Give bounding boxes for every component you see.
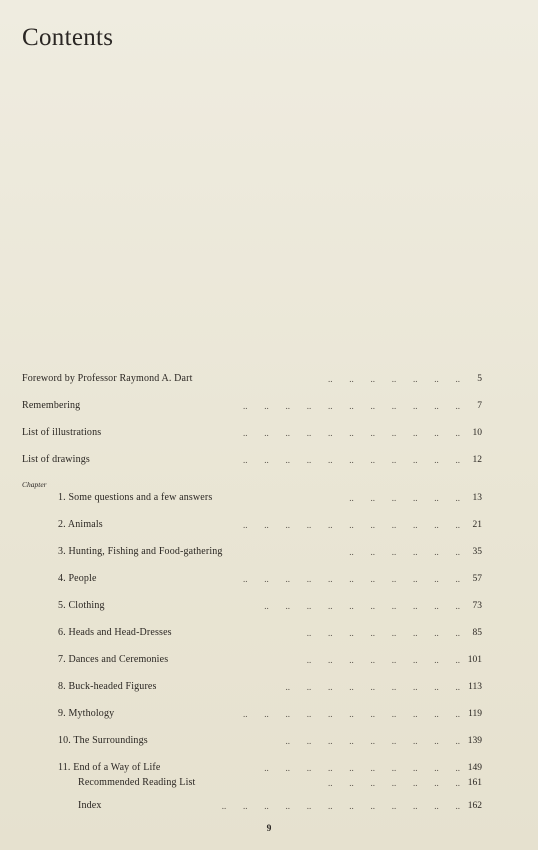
chapter-heading: Chapter [22,480,47,489]
toc-entry-page: 161 [467,778,482,788]
toc-entry-title: 8. Buck-headed Figures [58,681,157,692]
toc-entry [0,776,538,790]
dot-leader: .. .. .. .. .. .. .. .. [306,628,460,638]
toc-entry-title: Index [78,800,102,811]
toc-entry [0,545,538,559]
dot-leader: .. .. .. .. .. .. [349,547,460,557]
toc-entry [0,372,538,386]
toc-entry-page: 101 [467,655,482,665]
toc-entry [0,799,538,813]
toc-entry [0,707,538,721]
toc-entry [0,572,538,586]
dot-leader: .. .. .. .. .. .. .. .. .. .. .. [243,428,460,438]
toc-entry-page: 5 [477,374,482,384]
toc-entry [0,453,538,467]
toc-entry-page: 21 [472,520,482,530]
toc-entry-page: 73 [472,601,482,611]
toc-entry-title: 1. Some questions and a few answers [58,492,213,503]
toc-entry-title: 2. Animals [58,519,103,530]
toc-entry-title: 10. The Surroundings [58,735,148,746]
toc-entry-title: 4. People [58,573,97,584]
dot-leader: .. .. .. .. .. .. .. .. [306,655,460,665]
toc-entry [0,599,538,613]
toc-entry-title: 9. Mythology [58,708,115,719]
toc-entry-page: 113 [468,682,482,692]
toc-entry-title: 7. Dances and Ceremonies [58,654,169,665]
toc-entry-page: 139 [467,736,482,746]
toc-entry-page: 57 [472,574,482,584]
toc-entry [0,491,538,505]
dot-leader: .. .. .. .. .. .. .. .. .. .. .. [243,709,460,719]
toc-entry [0,426,538,440]
toc-entry [0,761,538,775]
toc-entry-title: 5. Clothing [58,600,105,611]
page-number: 9 [266,824,272,834]
dot-leader: .. .. .. .. .. .. .. .. .. .. .. [243,401,460,411]
toc-entry-page: 35 [472,547,482,557]
toc-entry-title: Remembering [22,400,81,411]
toc-entry-page: 85 [472,628,482,638]
toc-entry-title: List of illustrations [22,427,102,438]
dot-leader: .. .. .. .. .. .. .. .. .. .. .. [243,574,460,584]
toc-entry-page: 162 [467,801,482,811]
dot-leader: .. .. .. .. .. .. .. [328,374,460,384]
dot-leader: .. .. .. .. .. .. .. .. .. .. [264,763,460,773]
toc-entry [0,518,538,532]
toc-entry-page: 10 [472,428,482,438]
toc-entry [0,680,538,694]
dot-leader: .. .. .. .. .. .. [349,493,460,503]
toc-entry-title: 3. Hunting, Fishing and Food-gathering [58,546,223,557]
toc-entry [0,626,538,640]
dot-leader: .. .. .. .. .. .. .. .. .. .. [264,601,460,611]
dot-leader: .. .. .. .. .. .. .. .. .. .. .. [243,455,460,465]
toc-entry-title: Recommended Reading List [78,777,196,788]
toc-entry-title: 11. End of a Way of Life [58,762,161,773]
dot-leader: .. .. .. .. .. .. .. [328,778,460,788]
toc-entry [0,734,538,748]
toc-entry-page: 13 [472,493,482,503]
toc-entry [0,399,538,413]
toc-entry-page: 119 [468,709,482,719]
toc-entry-title: Foreword by Professor Raymond A. Dart [22,373,193,384]
dot-leader: .. .. .. .. .. .. .. .. .. [285,736,460,746]
toc-entry-page: 7 [477,401,482,411]
toc-entry [0,653,538,667]
toc-entry-title: List of drawings [22,454,90,465]
dot-leader: .. .. .. .. .. .. .. .. .. .. .. .. [221,801,460,811]
toc-entry-page: 12 [472,455,482,465]
toc-entry-page: 149 [467,763,482,773]
page-title: Contents [22,24,114,51]
dot-leader: .. .. .. .. .. .. .. .. .. [285,682,460,692]
toc-entry-title: 6. Heads and Head-Dresses [58,627,172,638]
dot-leader: .. .. .. .. .. .. .. .. .. .. .. [243,520,460,530]
